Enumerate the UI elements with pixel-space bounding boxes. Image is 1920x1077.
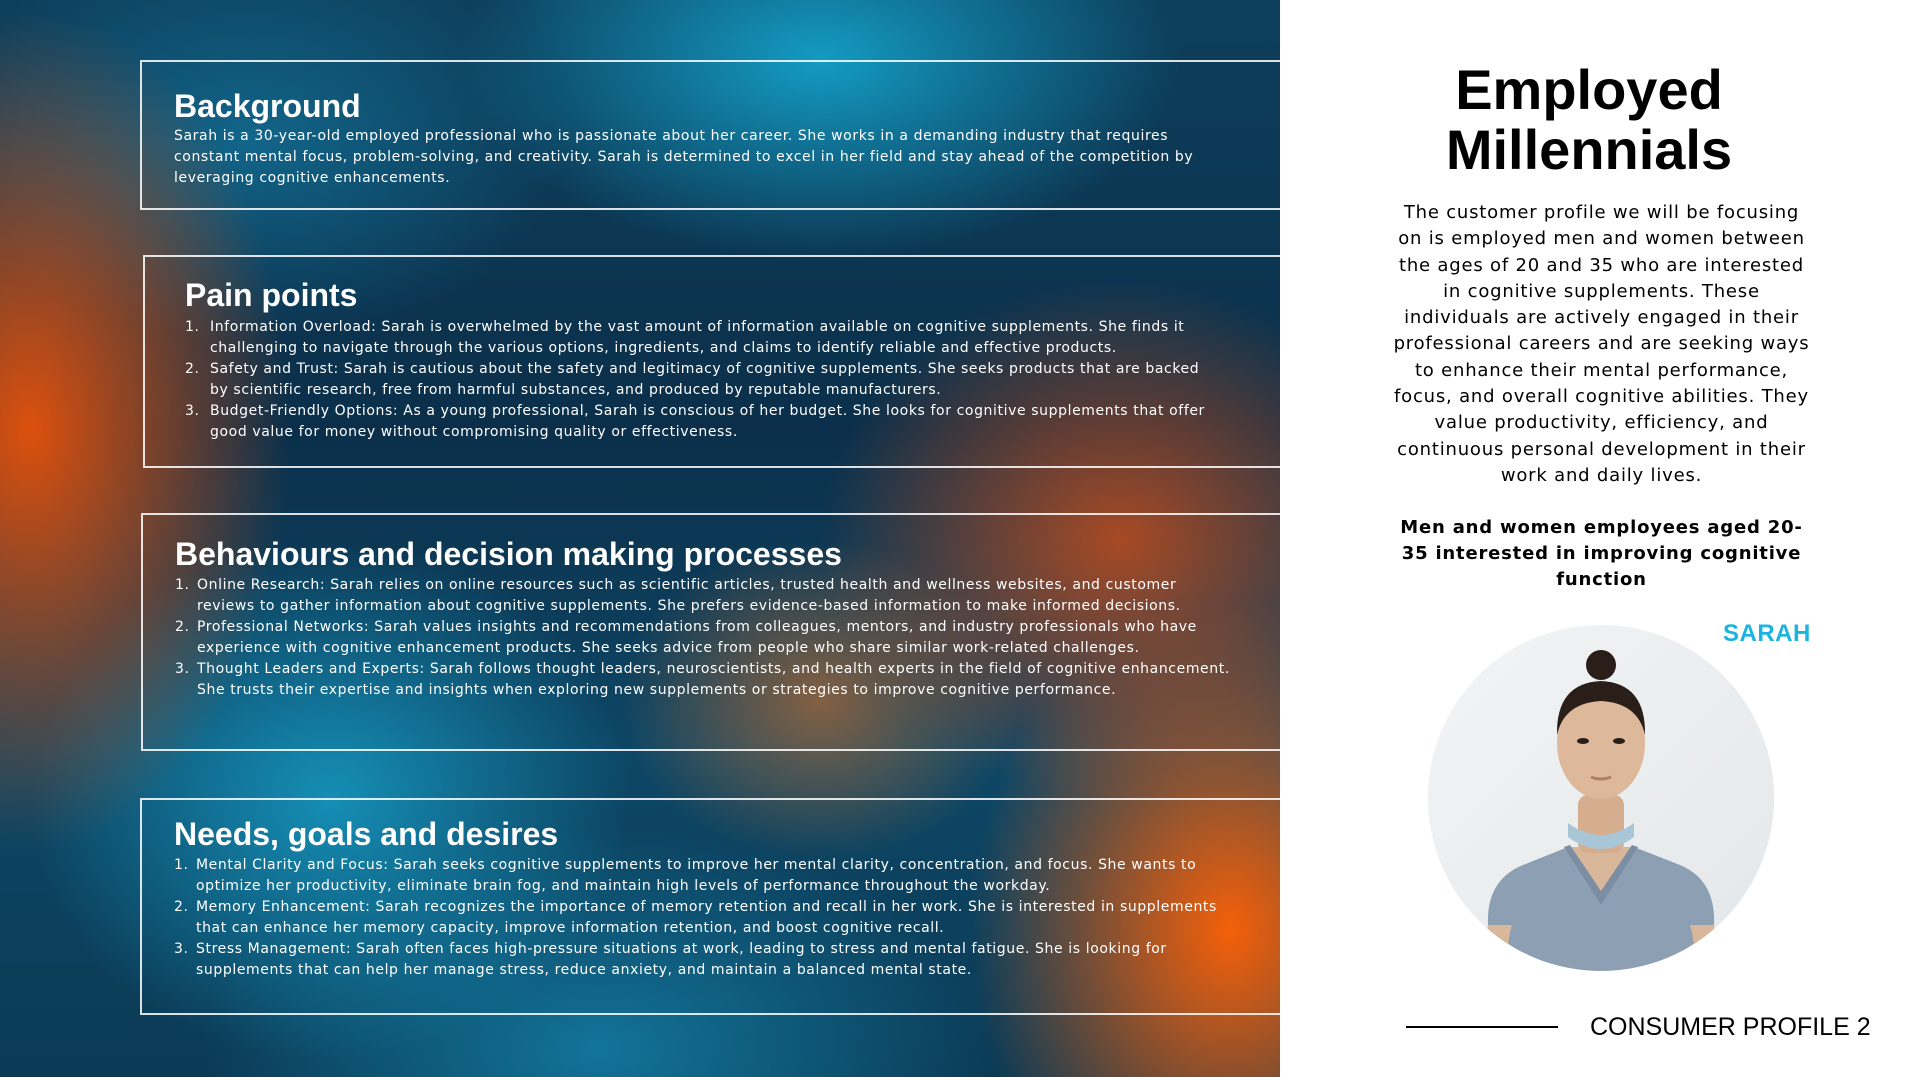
persona-name: SARAH: [1723, 620, 1811, 647]
profile-title: [1283, 60, 1920, 180]
needs-heading: Needs, goals and desires: [174, 816, 559, 852]
list-item: [175, 575, 1235, 617]
list-number: 2.: [175, 619, 190, 635]
needs-section: [140, 798, 1280, 1015]
pain-points-heading: Pain points: [185, 277, 358, 313]
footer-divider: [1406, 1026, 1558, 1028]
list-number: 1.: [174, 857, 189, 873]
list-item: [174, 939, 1234, 981]
list-item: [174, 855, 1234, 897]
profile-description: The customer profile we will be focusing on is employed men and women between the ages of 20 and 35 who are interested in cognitive supplements. These individuals are actively engaged in their professional careers and are seeking ways to enhance their mental performance, focus, and overall cognitive abilities. They value productivity, efficiency, and continuous personal development in their work and daily lives.: [1393, 202, 1810, 486]
pain-points-list: [185, 317, 1215, 443]
title-line-2: Millennials: [1445, 118, 1733, 181]
list-item-text: Professional Networks: Sarah values insights and recommendations from colleagues, mentors, and industry professionals who have experience with cognitive enhancement products. She seeks advice from people who share similar work-related challenges.: [197, 619, 1197, 656]
profile-panel: [1283, 0, 1920, 1077]
list-item-text: Memory Enhancement: Sarah recognizes the importance of memory retention and recall in her work. She is interested in supplements that can enhance her memory capacity, improve information retention, and boost cognitive recall.: [196, 899, 1217, 936]
pain-points-section: [143, 255, 1280, 468]
needs-list: [174, 855, 1234, 981]
footer-label: CONSUMER PROFILE 2: [1590, 1013, 1871, 1041]
profile-highlight: Men and women employees aged 20-35 interested in improving cognitive function: [1400, 517, 1803, 590]
list-item-text: Budget-Friendly Options: As a young professional, Sarah is conscious of her budget. She looks for cognitive supplements that offer good value for money without compromising quality or effectiveness.: [210, 403, 1205, 440]
list-number: 1.: [185, 319, 200, 335]
list-number: 3.: [175, 661, 190, 677]
list-number: 2.: [174, 899, 189, 915]
background-heading: Background: [174, 88, 361, 124]
title-line-1: Employed: [1455, 58, 1723, 121]
list-item-text: Stress Management: Sarah often faces high-pressure situations at work, leading to stress and mental fatigue. She is looking for supplements that can help her manage stress, reduce anxiety, and maintain a balanced mental state.: [196, 941, 1167, 978]
list-number: 1.: [175, 577, 190, 593]
list-item: [174, 897, 1234, 939]
list-number: 2.: [185, 361, 200, 377]
list-item: [185, 401, 1215, 443]
person-illustration: [1428, 625, 1774, 971]
list-number: 3.: [185, 403, 200, 419]
behaviours-heading: Behaviours and decision making processes: [175, 536, 842, 572]
list-item-text: Thought Leaders and Experts: Sarah follows thought leaders, neuroscientists, and health experts in the field of cognitive enhancement. She trusts their expertise and insights when exploring new supplements or strategies to improve cognitive performance.: [197, 661, 1230, 698]
list-item: [175, 659, 1235, 701]
background-section: [140, 60, 1280, 210]
behaviours-section: [141, 513, 1280, 751]
list-item: [185, 359, 1215, 401]
list-item-text: Mental Clarity and Focus: Sarah seeks cognitive supplements to improve her mental clarity, concentration, and focus. She wants to optimize her productivity, eliminate brain fog, and maintain high levels of performance throughout the workday.: [196, 857, 1197, 894]
list-item-text: Safety and Trust: Sarah is cautious about the safety and legitimacy of cognitive supplements. She seeks products that are backed by scientific research, free from harmful substances, and produced by reputable manufacturers.: [210, 361, 1200, 398]
avatar: [1428, 625, 1774, 971]
list-item-text: Online Research: Sarah relies on online resources such as scientific articles, trusted health and wellness websites, and customer reviews to gather information about cognitive supplements. She prefers evidence-based information to make informed decisions.: [197, 577, 1181, 614]
list-item-text: Information Overload: Sarah is overwhelmed by the vast amount of information available on cognitive supplements. She finds it challenging to navigate through the various options, ingredients, and claims to identify reliable and effective products.: [210, 319, 1185, 356]
background-text: Sarah is a 30-year-old employed professional who is passionate about her career. She works in a demanding industry that requires constant mental focus, problem-solving, and creativity. Sarah is determined to excel in her field and stay ahead of the competition by leveraging cognitive enhancements.: [174, 128, 1194, 186]
list-number: 3.: [174, 941, 189, 957]
behaviours-list: [175, 575, 1235, 701]
list-item: [175, 617, 1235, 659]
list-item: [185, 317, 1215, 359]
